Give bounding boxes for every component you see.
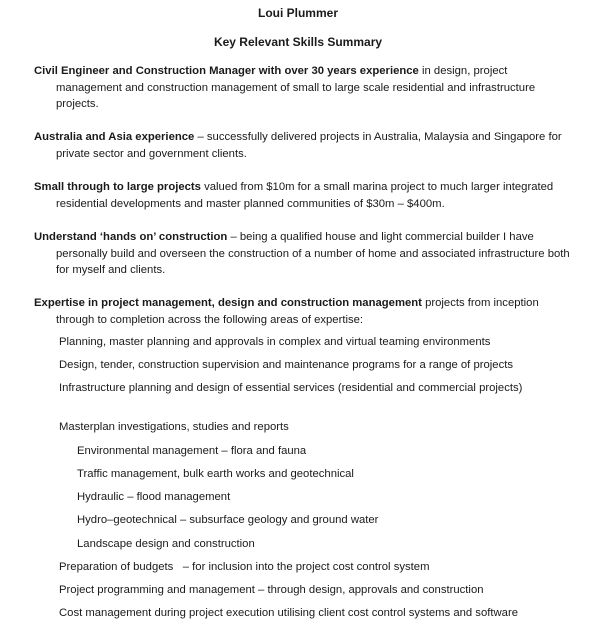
skill-heading: Civil Engineer and Construction Manager with over 30 years experience — [34, 65, 419, 77]
skill-heading: Small through to large projects — [34, 181, 201, 193]
expertise-subitem: Traffic management, bulk earth works and geotechnical — [77, 468, 354, 480]
skill-text: in design, project management and construction management of small to large scale residential and infrastructure projects. — [56, 65, 536, 110]
expertise-item: Preparation of budgets – for inclusion into the project cost control system — [59, 561, 430, 573]
skill-text: valued from $10m for a small marina project to much larger integrated residential developments and master planned communities of $30m – $400m. — [56, 181, 554, 210]
skill-heading: Expertise in project management, design and construction management — [34, 297, 422, 309]
skill-paragraph-expertise — [34, 295, 576, 328]
expertise-item: Planning, master planning and approvals in complex and virtual teaming environments — [59, 336, 491, 348]
expertise-item: Design, tender, construction supervision and maintenance programs for a range of projects — [59, 359, 514, 371]
skill-paragraph-construction — [34, 229, 576, 279]
skill-text: – being a qualified house and light commercial builder I have personally build and overseen the construction of a number of home and associated infrastructure both for myself and clients. — [56, 231, 570, 276]
skill-paragraph-project-size — [34, 179, 576, 212]
document-title: Key Relevant Skills Summary — [213, 35, 383, 49]
expertise-subitem: Hydraulic – flood management — [77, 491, 231, 503]
expertise-subitem: Hydro–geotechnical – subsurface geology and ground water — [77, 514, 379, 526]
expertise-item: Infrastructure planning and design of essential services (residential and commercial projects) — [59, 382, 523, 394]
skill-text: – successfully delivered projects in Australia, Malaysia and Singapore for private sector and government clients. — [56, 131, 562, 160]
skill-heading: Understand ‘hands on’ construction — [34, 231, 228, 243]
skill-paragraph-experience — [34, 63, 576, 113]
skill-heading: Australia and Asia experience — [34, 131, 195, 143]
expertise-subitem: Landscape design and construction — [77, 538, 255, 550]
person-name: Loui Plummer — [257, 6, 338, 20]
expertise-subitem: Environmental management – flora and fauna — [77, 445, 307, 457]
skill-paragraph-regions — [34, 129, 576, 162]
expertise-item: Masterplan investigations, studies and reports — [59, 421, 289, 433]
expertise-item: Cost management during project execution utilising client cost control systems and software — [59, 607, 519, 619]
skill-text: projects from inception through to completion across the following areas of expertise: — [56, 297, 539, 326]
expertise-item: Project programming and management – through design, approvals and construction — [59, 584, 484, 596]
